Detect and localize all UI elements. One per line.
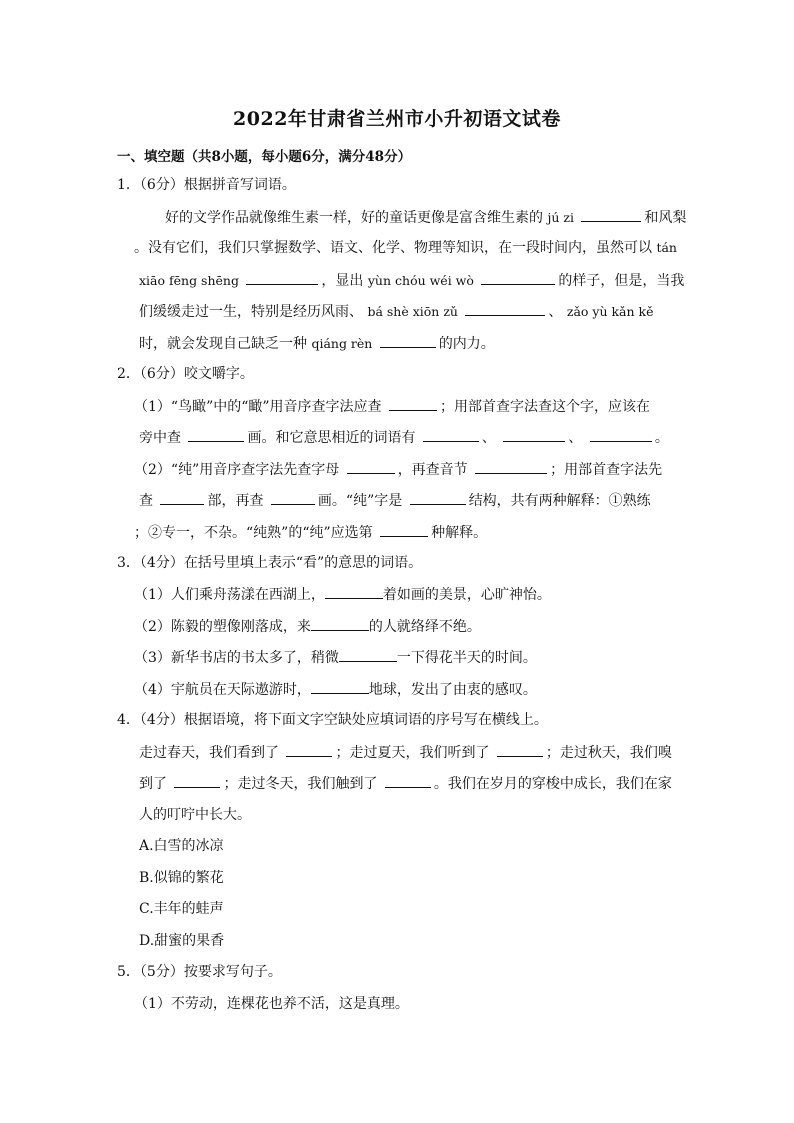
q4-text: ；走过冬天，我们触到了 — [223, 776, 378, 792]
option-c[interactable]: C.丰年的蛙声 — [139, 901, 224, 917]
q2-text: 查 — [139, 493, 153, 509]
q2-text: （2）“纯”用音序查字法先查字母 — [134, 462, 340, 478]
q3-text: （1）人们乘舟荡漾在西湖上， — [134, 587, 325, 603]
q2-text: （1）“鸟瞰”中的“瞰”用音序查字法应查 — [134, 399, 382, 415]
question-3-heading: 3．（4分）在括号里填上表示“看”的意思的词语。 — [117, 555, 423, 571]
pinyin: yùn chóu wéi wò — [367, 273, 474, 288]
q2-text: 、 — [568, 430, 583, 446]
pinyin: jú zi — [547, 210, 574, 225]
pinyin: qiáng rèn — [311, 336, 373, 351]
q2-text: 。 — [654, 430, 669, 446]
q2-text: 种解释。 — [431, 525, 488, 541]
answer-blank[interactable] — [271, 490, 315, 505]
answer-blank[interactable] — [385, 773, 431, 788]
q4-text: 到了 — [139, 776, 167, 792]
q4-text: ；走过夏天，我们听到了 — [335, 745, 490, 761]
answer-blank[interactable] — [481, 270, 555, 285]
q4-text: 。我们在岁月的穿梭中成长，我们在家 — [433, 776, 672, 792]
option-d[interactable]: D.甜蜜的果香 — [139, 933, 225, 949]
question-1-line-3 — [139, 270, 684, 291]
q2-text: ，再查音节 — [397, 462, 468, 478]
q2-text: 画。“纯”字是 — [317, 493, 403, 509]
question-1-heading: 1．（6分）根据拼音写词语。 — [117, 177, 296, 193]
q3-text: 的人就络绎不绝。 — [368, 619, 481, 635]
q1-text: 的样子，但是，当我 — [558, 273, 685, 289]
q1-text: ，显出 — [321, 273, 364, 289]
answer-blank[interactable] — [475, 459, 547, 474]
q3-text: 地球，发出了由衷的感叹。 — [368, 682, 537, 698]
answer-blank[interactable] — [380, 522, 428, 537]
q2-text: ；②专一，不杂。“纯熟”的“纯”应选第 — [134, 525, 373, 541]
answer-blank[interactable] — [286, 742, 332, 757]
q2-text: ；用部首查字法查这个字，应该在 — [440, 399, 650, 415]
question-2-line-5 — [134, 522, 487, 543]
question-5-item-1: （1）不劳动，连棵花也养不活，这是真理。 — [134, 996, 409, 1012]
question-2-line-4 — [139, 490, 651, 511]
answer-blank[interactable] — [325, 584, 383, 599]
answer-blank[interactable] — [497, 742, 543, 757]
pinyin: zǎo yù kǎn kě — [566, 304, 654, 319]
answer-blank[interactable] — [389, 396, 437, 411]
q1-text: 的内力。 — [438, 336, 495, 352]
question-1-line-4 — [139, 301, 654, 322]
answer-blank[interactable] — [311, 616, 369, 631]
q4-text: 走过春天，我们看到了 — [139, 745, 279, 761]
question-1-line-2 — [134, 238, 677, 258]
q2-text: 画。和它意思相近的词语有 — [247, 430, 416, 446]
pinyin: bá shè xiōn zǔ — [367, 304, 458, 319]
question-4-line-2 — [139, 773, 672, 794]
question-2-line-3 — [134, 459, 662, 480]
q2-text: ；用部首查字法先 — [550, 462, 663, 478]
q1-text: 、 — [548, 304, 563, 320]
question-2-heading: 2．（6分）咬文嚼字。 — [117, 366, 254, 382]
q2-text: 、 — [481, 430, 496, 446]
answer-blank[interactable] — [590, 427, 652, 442]
question-1-line-1 — [165, 207, 686, 228]
answer-blank[interactable] — [465, 301, 545, 316]
q2-text: 部，再查 — [207, 493, 264, 509]
answer-blank[interactable] — [423, 427, 479, 442]
question-4-heading: 4．（4分）根据语境，将下面文字空缺处应填词语的序号写在横线上。 — [117, 712, 548, 728]
question-3-item-1 — [134, 584, 551, 605]
q2-text: 旁中查 — [139, 430, 181, 446]
q1-text: 们缓缓走过一生，特别是经历风雨、 — [139, 304, 363, 320]
pinyin: xiāo fēng shēng — [139, 273, 239, 288]
answer-blank[interactable] — [188, 427, 244, 442]
answer-blank[interactable] — [160, 490, 204, 505]
q3-text: （2）陈毅的塑像刚落成，来 — [134, 619, 311, 635]
q1-text: 。没有它们，我们只掌握数学、语文、化学、物理等知识，在一段时间内，虽然可以 — [134, 240, 652, 256]
question-5-heading: 5．（5分）按要求写句子。 — [117, 964, 282, 980]
pinyin: tán — [656, 240, 677, 255]
question-3-item-4 — [134, 679, 537, 700]
answer-blank[interactable] — [380, 333, 436, 348]
page-title: 2022年甘肃省兰州市小升初语文试卷 — [233, 108, 561, 130]
answer-blank[interactable] — [503, 427, 565, 442]
q1-text: 和风梨 — [644, 210, 687, 226]
answer-blank[interactable] — [174, 773, 220, 788]
q4-text: ；走过秋天，我们嗅 — [545, 745, 672, 761]
question-2-line-1 — [134, 396, 650, 417]
answer-blank[interactable] — [311, 679, 369, 694]
q3-text: 一下得花半天的时间。 — [396, 650, 537, 666]
question-4-line-1 — [139, 742, 672, 763]
section-heading: 一、填空题（共8小题，每小题6分，满分48分） — [117, 149, 412, 165]
question-3-item-2 — [134, 616, 481, 637]
q1-text: 时，就会发现自己缺乏一种 — [139, 336, 307, 352]
option-a[interactable]: A.白雪的冰凉 — [139, 838, 224, 854]
answer-blank[interactable] — [246, 270, 318, 285]
question-4-line-3: 人的叮咛中长大。 — [139, 807, 251, 823]
question-1-line-5 — [139, 333, 495, 354]
q3-text: 着如画的美景，心旷神怡。 — [382, 587, 551, 603]
question-3-item-3 — [134, 647, 537, 668]
q2-text: 结构，共有两种解释：①熟练 — [468, 493, 651, 509]
answer-blank[interactable] — [410, 490, 466, 505]
answer-blank[interactable] — [339, 647, 397, 662]
q3-text: （3）新华书店的书太多了，稍微 — [134, 650, 339, 666]
answer-blank[interactable] — [581, 207, 641, 222]
q3-text: （4）宇航员在天际遨游时， — [134, 682, 311, 698]
option-b[interactable]: B.似锦的繁花 — [139, 870, 224, 886]
answer-blank[interactable] — [347, 459, 395, 474]
q1-text: 好的文学作品就像维生素一样，好的童话更像是富含维生素的 — [165, 210, 543, 226]
question-2-line-2 — [139, 427, 669, 448]
